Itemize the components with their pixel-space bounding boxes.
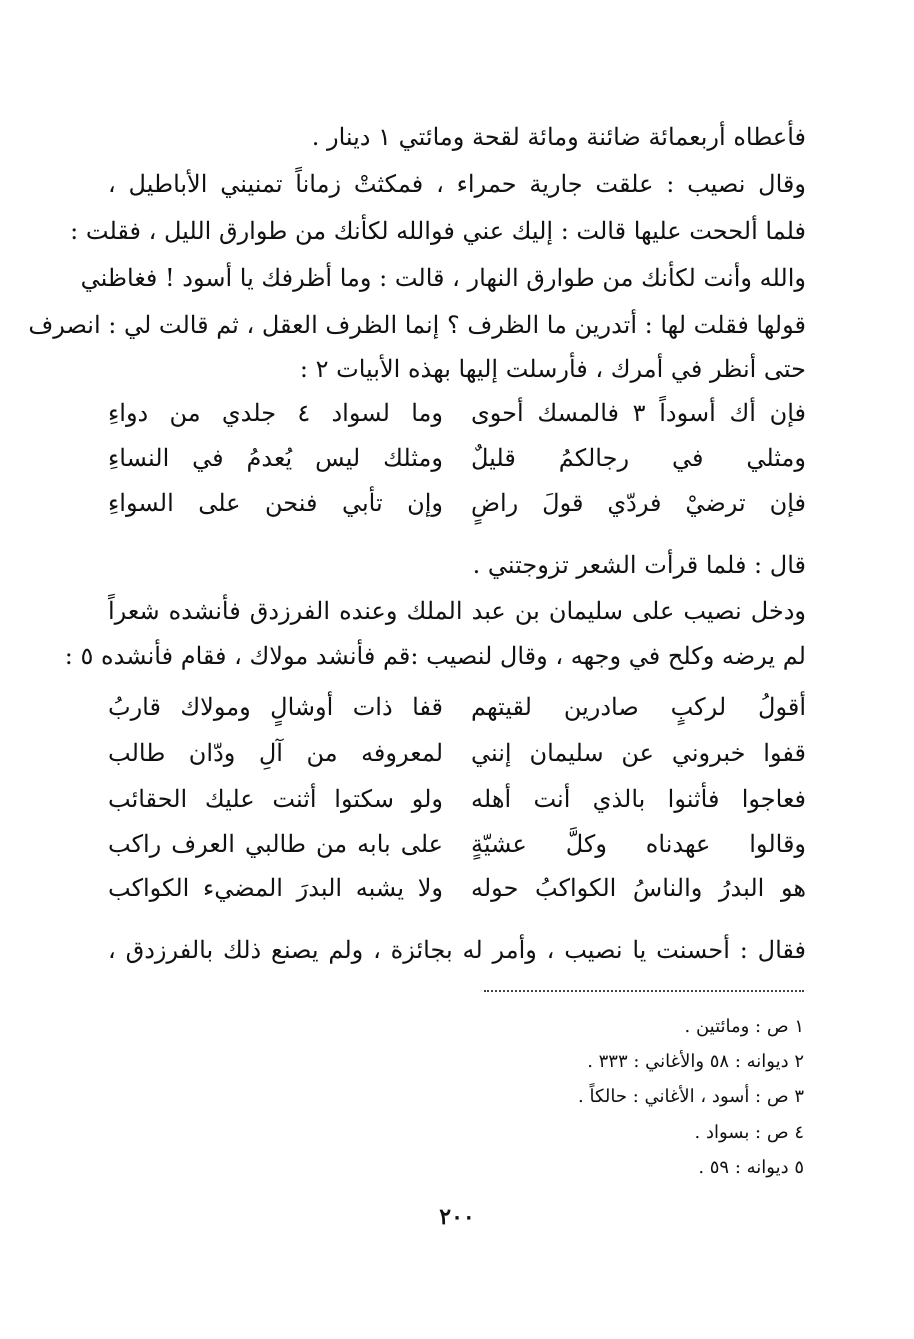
footnote: ٢ ديوانه : ٥٨ والأغاني : ٣٣٣ .	[587, 1051, 804, 1072]
poem-verse	[108, 778, 806, 820]
verse-first-hemistich: أقولُ لركبٍ صادرين لقيتهم	[471, 693, 806, 721]
prose-line: حتى أنظر في أمرك ، فأرسلت إليها بهذه الأبيات ٢ :	[299, 355, 806, 383]
poem-verse	[108, 686, 806, 728]
prose-line: قولها فقلت لها : أتدرين ما الظرف ؟ إنما الظرف العقل ، ثم قالت لي : انصرف	[28, 311, 806, 339]
prose-line: فلما ألححت عليها قالت : إليك عني فوالله لكأنك من طوارق الليل ، فقلت :	[70, 217, 806, 245]
page-number: ٢٠٠	[439, 1204, 475, 1230]
poem-verse	[108, 867, 806, 909]
verse-first-hemistich: فعاجوا فأثنوا بالذي أنت أهله	[471, 785, 806, 813]
verse-first-hemistich: وقالوا عهدناه وكلَّ عشيّةٍ	[471, 830, 806, 858]
verse-first-hemistich: فإن أك أسوداً ٣ فالمسك أحوى	[471, 399, 806, 427]
footnote: ٣ ص : أسود ، الأغاني : حالكاً .	[578, 1086, 804, 1107]
verse-first-hemistich: هو البدرُ والناسُ الكواكبُ حوله	[471, 874, 806, 902]
prose-line: وقال نصيب : علقت جارية حمراء ، فمكثتْ زماناً تمنيني الأباطيل ،	[108, 170, 806, 198]
prose-line: ودخل نصيب على سليمان بن عبد الملك وعنده الفرزدق فأنشده شعراً	[108, 597, 806, 625]
verse-second-hemistich: ومثلك ليس يُعدمُ في النساءِ	[108, 444, 443, 472]
poem-verse	[108, 823, 806, 865]
footnote-separator	[484, 990, 804, 992]
footnote: ٤ ص : بسواد .	[694, 1122, 804, 1143]
verse-second-hemistich: قفا ذات أوشالٍ ومولاك قاربُ	[108, 693, 443, 721]
verse-second-hemistich: ولا يشبه البدرَ المضيء الكواكب	[108, 874, 443, 902]
verse-second-hemistich: ولو سكتوا أثنت عليك الحقائب	[108, 785, 443, 813]
verse-second-hemistich: لمعروفه من آلِ ودّان طالب	[108, 739, 443, 767]
footnote: ١ ص : ومائتين .	[684, 1016, 804, 1037]
verse-second-hemistich: وإن تأبي فنحن على السواءِ	[108, 489, 443, 517]
prose-line: لم يرضه وكلح في وجهه ، وقال لنصيب :قم فأنشد مولاك ، فقام فأنشده ٥ :	[64, 642, 806, 670]
prose-line: والله وأنت لكأنك من طوارق النهار ، قالت : وما أظرفك يا أسود ! فغاظني	[80, 264, 806, 292]
verse-first-hemistich: ومثلي في رجالكمُ قليلٌ	[471, 444, 806, 472]
verse-first-hemistich: فإن ترضيْ فردّي قولَ راضٍ	[471, 489, 806, 517]
footnote: ٥ ديوانه : ٥٩ .	[698, 1157, 804, 1178]
poem-verse	[108, 437, 806, 479]
prose-line: فقال : أحسنت يا نصيب ، وأمر له بجائزة ، ولم يصنع ذلك بالفرزدق ،	[108, 936, 807, 964]
poem-verse	[108, 392, 806, 434]
prose-line: فأعطاه أربعمائة ضائنة ومائة لقحة ومائتي ١ دينار .	[311, 123, 806, 151]
poem-verse	[108, 482, 806, 524]
poem-verse	[108, 732, 806, 774]
verse-second-hemistich: على بابه من طالبي العرف راكب	[108, 830, 443, 858]
verse-second-hemistich: وما لسواد ٤ جلدي من دواءِ	[108, 399, 443, 427]
prose-line: قال : فلما قرأت الشعر تزوجتني .	[472, 551, 806, 579]
verse-first-hemistich: قفوا خبروني عن سليمان إنني	[471, 739, 806, 767]
